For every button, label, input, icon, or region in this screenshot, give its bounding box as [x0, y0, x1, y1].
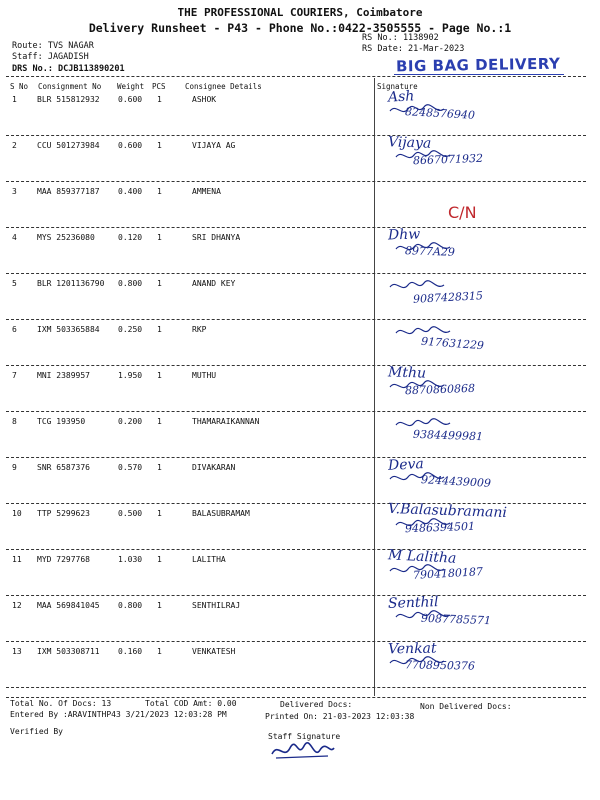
drs-number: DRS No.: DCJB113890201 [12, 64, 125, 74]
row-separator [6, 457, 586, 458]
row-consignee: VENKATESH [192, 647, 236, 656]
col-sno: S No [10, 82, 29, 91]
row-signature-phone: 7708950376 [404, 658, 476, 673]
row-signature-phone: 8248576940 [404, 105, 476, 122]
row-consignee: AMMENA [192, 187, 221, 196]
entered-by: Entered By :ARAVINTHP43 3/21/2023 12:03:28 PM [10, 710, 227, 719]
row-sno: 4 [12, 233, 17, 242]
signature-scribble [394, 323, 454, 341]
row-consignee: LALITHA [192, 555, 226, 564]
row-weight: 0.570 [118, 463, 143, 472]
col-consignment: Consignment No [38, 82, 102, 91]
table-bottom-rule [6, 697, 586, 698]
row-sno: 3 [12, 187, 17, 196]
row-consignment-no: BLR 515812932 [37, 95, 100, 104]
non-delivered-docs: Non Delivered Docs: [420, 702, 512, 711]
row-consignee: ASHOK [192, 95, 217, 104]
row-weight: 0.800 [118, 279, 143, 288]
row-pcs: 1 [157, 187, 162, 196]
row-pcs: 1 [157, 463, 162, 472]
row-pcs: 1 [157, 279, 162, 288]
row-pcs: 1 [157, 371, 162, 380]
row-signature-phone: 9244439009 [420, 473, 492, 490]
row-weight: 0.120 [118, 233, 143, 242]
stamp-underline [394, 74, 564, 75]
row-weight: 0.600 [118, 141, 143, 150]
staff-label: Staff: JAGADISH [12, 52, 89, 62]
row-weight: 0.250 [118, 325, 143, 334]
row-sno: 12 [12, 601, 22, 610]
row-signature-name: Senthil [387, 594, 439, 612]
col-consignee: Consignee Details [185, 82, 262, 91]
row-signature-name: Deva [387, 456, 425, 474]
signature-scribble [388, 561, 448, 579]
row-separator [6, 687, 586, 688]
row-signature-phone: 9087428315 [412, 289, 484, 306]
row-separator [6, 273, 586, 274]
row-consignment-no: TCG 193950 [37, 417, 86, 426]
row-weight: 0.400 [118, 187, 143, 196]
row-weight: 0.200 [118, 417, 143, 426]
row-signature-name: Vijaya [387, 134, 432, 152]
row-separator [6, 181, 586, 182]
row-separator [6, 595, 586, 596]
staff-signature-scribble [268, 738, 338, 766]
signature-scribble [388, 377, 448, 395]
row-sno: 9 [12, 463, 17, 472]
row-sno: 13 [12, 647, 22, 656]
row-consignment-no: SNR 6587376 [37, 463, 90, 472]
row-consignee: VIJAYA AG [192, 141, 236, 150]
rs-number: RS No.: 1138902 [362, 33, 439, 43]
col-signature: Signature [377, 82, 418, 91]
printed-on: Printed On: 21-03-2023 12:03:38 [265, 712, 415, 721]
row-consignee: ANAND KEY [192, 279, 236, 288]
verified-by: Verified By [10, 727, 63, 736]
row-sno: 7 [12, 371, 17, 380]
row-consignee: THAMARAIKANNAN [192, 417, 260, 426]
row-signature-name: M Lalitha [387, 547, 457, 567]
row-pcs: 1 [157, 555, 162, 564]
row-consignment-no: IXM 503365884 [37, 325, 100, 334]
row-pcs: 1 [157, 601, 162, 610]
table-top-rule [6, 76, 586, 77]
row-weight: 0.800 [118, 601, 143, 610]
runsheet-subtitle: Delivery Runsheet - P43 - Phone No.:0422-3505555 - Page No.:1 [88, 21, 512, 35]
row-signature-name: V.Balasubramani [387, 500, 508, 522]
row-consignment-no: MYS 25236080 [37, 233, 95, 242]
row-signature-phone: 8667071932 [412, 151, 484, 168]
row-consignment-no: BLR 1201136790 [37, 279, 105, 288]
row-signature-name: Mthu [387, 364, 427, 382]
row-sno: 5 [12, 279, 17, 288]
row-consignee: MUTHU [192, 371, 217, 380]
row-pcs: 1 [157, 325, 162, 334]
row-separator [6, 549, 586, 550]
row-signature-phone: 8977A29 [404, 244, 456, 259]
row-pcs: 1 [157, 509, 162, 518]
company-title: THE PROFESSIONAL COURIERS, Coimbatore [177, 6, 423, 19]
row-sno: 1 [12, 95, 17, 104]
big-bag-delivery-stamp: BIG BAG DELIVERY [395, 54, 561, 76]
total-docs: Total No. Of Docs: 13 [10, 699, 112, 708]
row-weight: 0.600 [118, 95, 143, 104]
delivered-docs: Delivered Docs: [280, 700, 353, 709]
row-consignment-no: MAA 569841045 [37, 601, 100, 610]
row-signature-phone: 8870860868 [404, 381, 476, 398]
row-consignment-no: IXM 503308711 [37, 647, 100, 656]
row-signature-name: Dhw [387, 226, 421, 244]
signature-scribble [394, 515, 454, 533]
row-pcs: 1 [157, 233, 162, 242]
signature-scribble [394, 239, 454, 257]
row-consignee: BALASUBRAMAM [192, 509, 250, 518]
signature-scribble [388, 469, 448, 487]
row-sno: 8 [12, 417, 17, 426]
signature-scribble [388, 101, 448, 119]
row-signature-phone: 9384499981 [412, 427, 484, 444]
row-separator [6, 319, 586, 320]
row-signature-name: Ash [387, 88, 415, 106]
row-consignment-no: TTP 5299623 [37, 509, 90, 518]
row-pcs: 1 [157, 647, 162, 656]
signature-scribble [394, 147, 454, 165]
row-weight: 0.500 [118, 509, 143, 518]
row-separator [6, 411, 586, 412]
row-consignment-no: MYD 7297768 [37, 555, 90, 564]
row-signature-name: C/N [448, 203, 477, 222]
staff-signature-label: Staff Signature [268, 732, 341, 741]
row-signature-phone: 9087785571 [420, 611, 492, 628]
row-consignment-no: MAA 859377187 [37, 187, 100, 196]
route-label: Route: TVS NAGAR [12, 41, 94, 51]
row-separator [6, 365, 586, 366]
signature-scribble [394, 415, 454, 433]
col-weight: Weight [117, 82, 145, 91]
row-signature-phone: 7904180187 [412, 565, 484, 582]
row-consignment-no: CCU 501273984 [37, 141, 100, 150]
row-separator [6, 135, 586, 136]
row-pcs: 1 [157, 417, 162, 426]
row-pcs: 1 [157, 95, 162, 104]
row-consignee: SRI DHANYA [192, 233, 241, 242]
row-weight: 1.950 [118, 371, 143, 380]
row-sno: 11 [12, 555, 22, 564]
row-pcs: 1 [157, 141, 162, 150]
row-consignment-no: MNI 2389957 [37, 371, 90, 380]
signature-scribble [388, 653, 448, 671]
row-sno: 10 [12, 509, 22, 518]
total-cod: Total COD Amt: 0.00 [145, 699, 237, 708]
row-sno: 6 [12, 325, 17, 334]
row-signature-name: Venkat [387, 640, 437, 658]
row-signature-phone: 9486394501 [404, 519, 476, 536]
row-separator [6, 227, 586, 228]
row-signature-phone: 917631229 [420, 334, 485, 353]
signature-scribble [394, 607, 454, 625]
col-pcs: PCS [152, 82, 166, 91]
row-consignee: SENTHILRAJ [192, 601, 241, 610]
row-weight: 0.160 [118, 647, 143, 656]
rs-date: RS Date: 21-Mar-2023 [362, 44, 465, 54]
row-sno: 2 [12, 141, 17, 150]
row-weight: 1.030 [118, 555, 143, 564]
signature-scribble [388, 277, 448, 295]
row-consignee: RKP [192, 325, 207, 334]
row-consignee: DIVAKARAN [192, 463, 236, 472]
row-separator [6, 641, 586, 642]
